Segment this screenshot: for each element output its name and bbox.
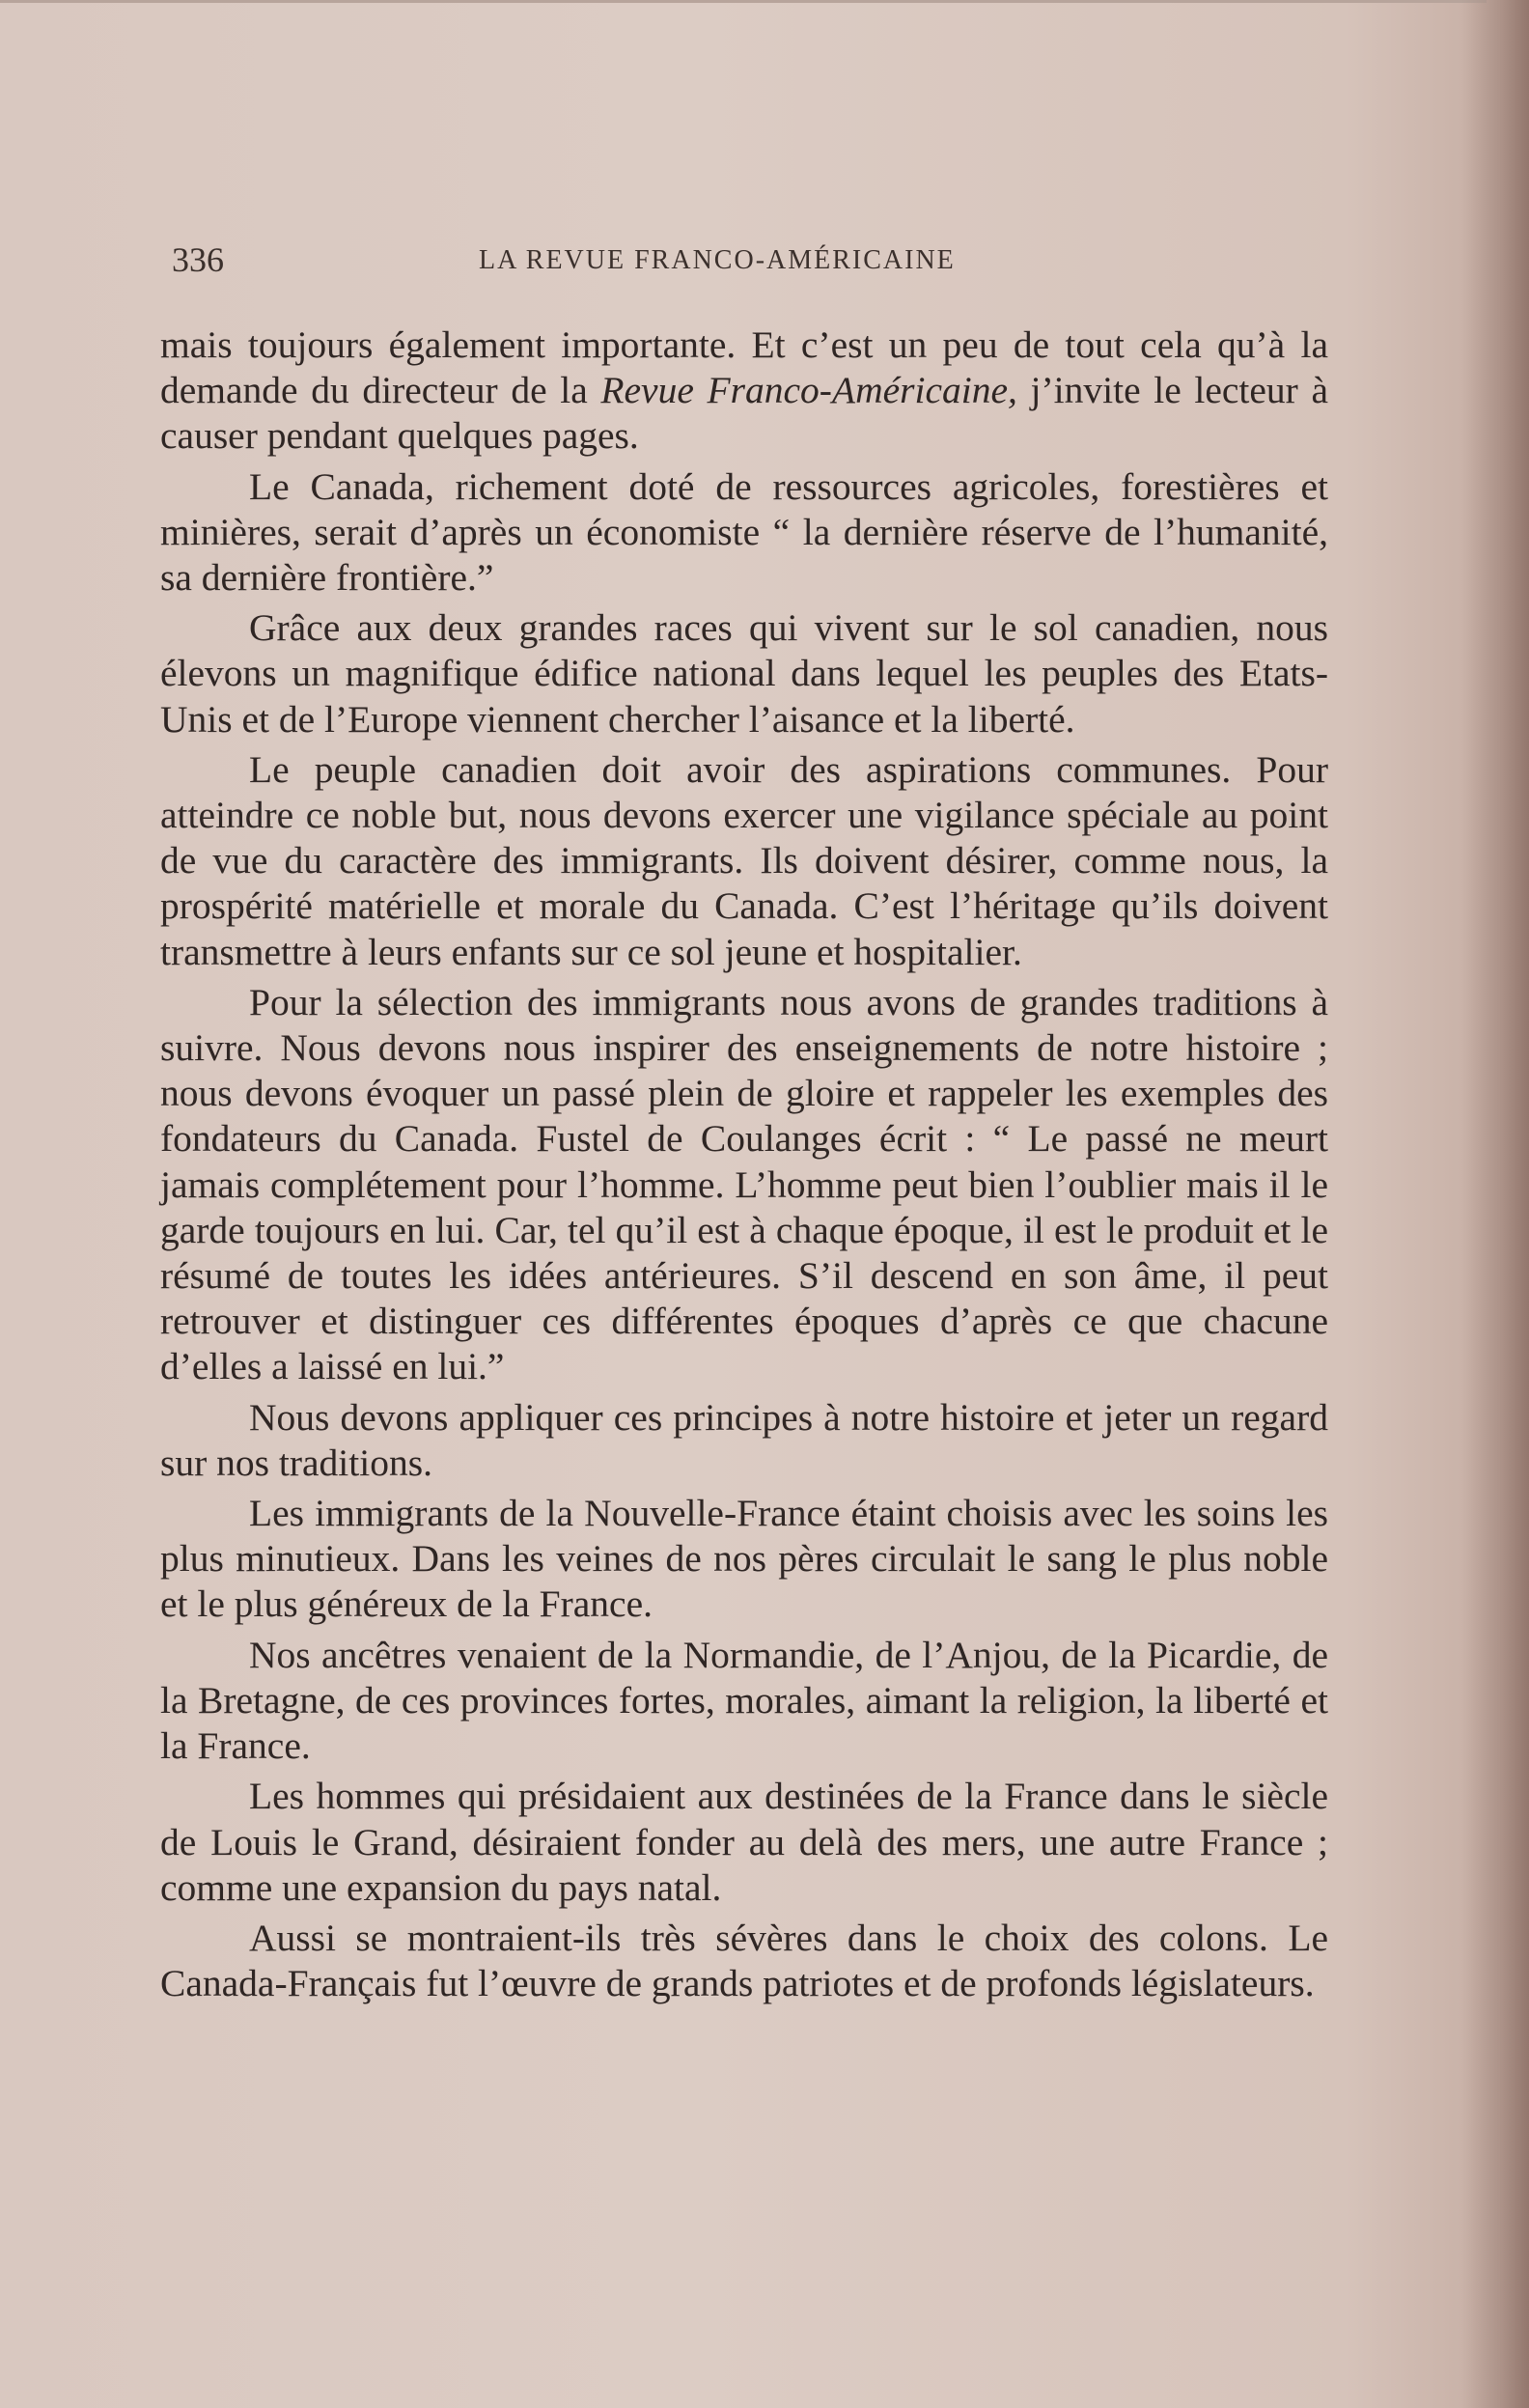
page-number: 336 (172, 240, 224, 279)
paragraph: Grâce aux deux grandes races qui vivent sur le sol canadien, nous élevons un magnifique édifice national dans lequel les peuples des Etats-Unis et de l’Europe viennent chercher l’aisance et la liberté. (160, 606, 1328, 741)
paragraph: Les immigrants de la Nouvelle-France étaint choisis avec les soins les plus minutieux. Dans les veines de nos pères circulait le sang le plus noble et le plus généreux de la France. (160, 1492, 1328, 1626)
journal-title: LA REVUE FRANCO-AMÉRICAINE (479, 245, 956, 275)
paragraph: Nous devons appliquer ces principes à notre histoire et jeter un regard sur nos traditions. (160, 1395, 1328, 1484)
paragraph-continued (160, 322, 1328, 460)
top-edge-rule (0, 0, 1487, 3)
paragraph: Pour la sélection des immigrants nous avons de grandes traditions à suivre. Nous devons nous inspirer des enseignements de notre histoire ; nous devons évoquer un passé plein de gloire et rappeler les exemples des fondateurs du Canada. Fustel de Coulanges écrit : “ Le passé ne meurt jamais complétement pour l’homme. L’homme peut bien l’oublier mais il le garde toujours en lui. Car, tel qu’il est à chaque époque, il est le produit et le résumé de toutes les idées antérieures. S’il descend en son âme, il peut retrouver et distinguer ces différentes époques d’après ce que chacune d’elles a laissé en lui.” (160, 980, 1328, 1388)
paragraph: Aussi se montraient-ils très sévères dans le choix des colons. Le Canada-Français fut l’œuvre de grands patriotes et de profonds législateurs. (160, 1916, 1328, 2005)
paragraph-text: mais toujours également importante. Et c’est un peu de tout cela qu’à la demande du directeur de la (160, 323, 1328, 412)
body-text (160, 322, 1328, 2011)
paragraph: Les hommes qui présidaient aux destinées de la France dans le siècle de Louis le Grand, désiraient fonder au delà des mers, une autre France ; comme une expansion du pays natal. (160, 1775, 1328, 1909)
paragraph: Le peuple canadien doit avoir des aspirations communes. Pour atteindre ce noble but, nous devons exercer une vigilance spéciale au point de vue du caractère des immigrants. Ils doivent désirer, comme nous, la prospérité matérielle et morale du Canada. C’est l’héritage qu’ils doivent transmettre à leurs enfants sur ce sol jeune et hospitalier. (160, 747, 1328, 973)
paragraph: Le Canada, richement doté de ressources agricoles, forestières et minières, serait d’après un économiste “ la dernière réserve de l’humanité, sa dernière frontière.” (160, 464, 1328, 600)
paragraph: Nos ancêtres venaient de la Normandie, de l’Anjou, de la Picardie, de la Bretagne, de ces provinces fortes, morales, aimant la religion, la liberté et la France. (160, 1633, 1328, 1768)
italic-journal-name: Revue Franco-Américaine, (600, 369, 1017, 412)
running-header (172, 239, 1330, 282)
binding-edge-shadow (1461, 0, 1529, 2408)
paragraph-text: j’invite le lecteur à causer pendant quelques pages. (160, 369, 1328, 458)
